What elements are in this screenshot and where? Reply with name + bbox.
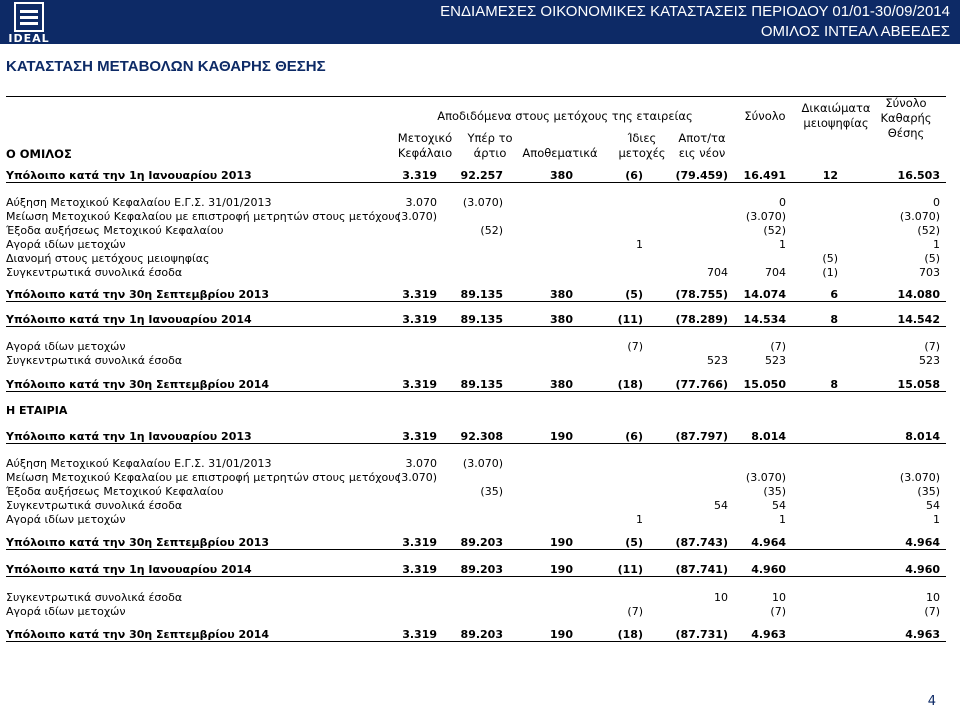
row-label: Έξοδα αυξήσεως Μετοχικού Κεφαλαίου (6, 224, 224, 237)
row-value: (5) (625, 536, 643, 549)
col-reserves: Αποθεματικά (522, 146, 598, 160)
row-value: 4.960 (905, 563, 940, 576)
row-label: Μείωση Μετοχικού Κεφαλαίου με επιστροφή μετρητών στους μετόχους (6, 471, 402, 484)
row-value: (11) (617, 313, 643, 326)
row-rule (6, 182, 946, 183)
report-period-title: ΕΝΔΙΑΜΕΣΕΣ ΟΙΚΟΝΟΜΙΚΕΣ ΚΑΤΑΣΤΑΣΕΙΣ ΠΕΡΙΟΔΟΥ 01/01-30/09/2014 (440, 3, 950, 20)
row-label: Συγκεντρωτικά συνολικά έσοδα (6, 354, 183, 367)
row-value: (18) (617, 378, 643, 391)
row-label: Υπόλοιπο κατά την 1η Ιανουαρίου 2014 (6, 313, 252, 326)
row-label: Αύξηση Μετοχικού Κεφαλαίου Ε.Γ.Σ. 31/01/2013 (6, 196, 272, 209)
row-value: (5) (924, 252, 940, 265)
row-value: 1 (636, 513, 643, 526)
row-value: 1 (636, 238, 643, 251)
row-value: (87.741) (675, 563, 728, 576)
row-value: (77.766) (675, 378, 728, 391)
row-value: 8 (830, 313, 838, 326)
row-value: 10 (714, 591, 728, 604)
row-value: 523 (919, 354, 940, 367)
col-share-capital-l1: Μετοχικό (397, 131, 453, 145)
row-value: 10 (926, 591, 940, 604)
row-value: 3.319 (402, 288, 437, 301)
row-value: (3.070) (396, 210, 437, 223)
row-label: Συγκεντρωτικά συνολικά έσοδα (6, 499, 183, 512)
row-value: (6) (625, 430, 643, 443)
row-label: Αύξηση Μετοχικού Κεφαλαίου Ε.Γ.Σ. 31/01/2013 (6, 457, 272, 470)
row-value: 54 (772, 499, 786, 512)
row-rule (6, 641, 946, 642)
row-label: Συγκεντρωτικά συνολικά έσοδα (6, 266, 183, 279)
row-value: (3.070) (462, 457, 503, 470)
row-value: (3.070) (745, 210, 786, 223)
row-value: (7) (770, 605, 786, 618)
row-value: 89.135 (460, 378, 503, 391)
row-value: 8.014 (905, 430, 940, 443)
row-value: 523 (707, 354, 728, 367)
col-share-premium-l1: Υπέρ το (467, 131, 513, 145)
row-rule (6, 326, 946, 327)
row-value: 0 (779, 196, 786, 209)
row-value: 1 (933, 513, 940, 526)
row-value: (7) (924, 340, 940, 353)
row-value: 4.964 (905, 536, 940, 549)
row-value: (5) (822, 252, 838, 265)
row-value: 704 (707, 266, 728, 279)
row-label: Έξοδα αυξήσεως Μετοχικού Κεφαλαίου (6, 485, 224, 498)
row-rule (6, 576, 946, 577)
row-value: (35) (480, 485, 503, 498)
row-value: 190 (550, 536, 573, 549)
row-value: (52) (480, 224, 503, 237)
group-section-label: Ο ΟΜΙΛΟΣ (6, 147, 72, 161)
col-treasury-l2: μετοχές (618, 146, 666, 160)
row-value: 190 (550, 430, 573, 443)
row-value: 4.963 (905, 628, 940, 641)
row-value: (35) (763, 485, 786, 498)
row-value: 3.319 (402, 313, 437, 326)
row-value: 703 (919, 266, 940, 279)
col-total-equity-l3: Θέσης (887, 126, 925, 140)
row-value: 89.203 (460, 563, 503, 576)
row-label: Υπόλοιπο κατά την 1η Ιανουαρίου 2013 (6, 169, 252, 182)
row-value: 14.074 (743, 288, 786, 301)
table-top-rule (6, 96, 946, 97)
row-value: (7) (770, 340, 786, 353)
row-value: (18) (617, 628, 643, 641)
row-value: 92.308 (460, 430, 503, 443)
row-label: Υπόλοιπο κατά την 30η Σεπτεμβρίου 2013 (6, 288, 270, 301)
page-number: 4 (927, 694, 936, 709)
row-value: 54 (714, 499, 728, 512)
row-value: (79.459) (675, 169, 728, 182)
col-retained-l2: εις νέον (678, 146, 726, 160)
row-value: 16.491 (743, 169, 786, 182)
row-value: 380 (550, 288, 573, 301)
row-value: (3.070) (899, 210, 940, 223)
row-value: 15.050 (743, 378, 786, 391)
row-value: 3.070 (405, 457, 437, 470)
row-value: 3.070 (405, 196, 437, 209)
col-retained (662, 131, 742, 161)
row-value: (52) (917, 224, 940, 237)
row-value: 89.203 (460, 536, 503, 549)
row-value: 89.203 (460, 628, 503, 641)
row-value: 3.319 (402, 628, 437, 641)
row-label: Αγορά ιδίων μετοχών (6, 513, 126, 526)
row-value: (87.731) (675, 628, 728, 641)
row-value: 6 (830, 288, 838, 301)
row-value: 10 (772, 591, 786, 604)
row-value: (52) (763, 224, 786, 237)
row-rule (6, 443, 946, 444)
row-rule (6, 549, 946, 550)
row-value: 380 (550, 378, 573, 391)
row-value: 14.080 (897, 288, 940, 301)
row-value: 1 (779, 238, 786, 251)
col-treasury-l1: Ίδιες (627, 131, 657, 145)
row-value: 4.964 (751, 536, 786, 549)
row-label: Υπόλοιπο κατά την 30η Σεπτεμβρίου 2014 (6, 628, 270, 641)
row-value: 89.135 (460, 288, 503, 301)
row-value: (3.070) (745, 471, 786, 484)
row-value: 190 (550, 628, 573, 641)
col-share-capital-l2: Κεφάλαιο (397, 146, 453, 160)
row-value: 14.542 (897, 313, 940, 326)
row-label: Υπόλοιπο κατά την 30η Σεπτεμβρίου 2013 (6, 536, 270, 549)
row-value: 190 (550, 563, 573, 576)
col-minority-l1: Δικαιώματα (801, 101, 871, 115)
row-value: 16.503 (897, 169, 940, 182)
row-value: 0 (933, 196, 940, 209)
row-label: Υπόλοιπο κατά την 1η Ιανουαρίου 2013 (6, 430, 252, 443)
row-value: (6) (625, 169, 643, 182)
row-value: (3.070) (396, 471, 437, 484)
row-value: 92.257 (460, 169, 503, 182)
row-value: 3.319 (402, 536, 437, 549)
row-label: Η ΕΤΑΙΡΙΑ (6, 404, 68, 417)
row-value: (7) (924, 605, 940, 618)
row-value: (87.743) (675, 536, 728, 549)
row-value: 89.135 (460, 313, 503, 326)
row-value: (78.755) (675, 288, 728, 301)
row-label: Υπόλοιπο κατά την 1η Ιανουαρίου 2014 (6, 563, 252, 576)
row-value: 380 (550, 169, 573, 182)
attributable-header: Αποδιδόμενα στους μετόχους της εταιρείας (437, 109, 693, 123)
row-value: (1) (822, 266, 838, 279)
row-value: 3.319 (402, 378, 437, 391)
row-label: Μείωση Μετοχικού Κεφαλαίου με επιστροφή μετρητών στους μετόχους (6, 210, 402, 223)
row-value: (3.070) (462, 196, 503, 209)
row-value: 3.319 (402, 563, 437, 576)
row-value: 8 (830, 378, 838, 391)
logo-mark-icon (14, 2, 44, 32)
row-value: 12 (822, 169, 838, 182)
ideal-logo (6, 2, 52, 45)
row-value: 3.319 (402, 169, 437, 182)
logo-text: IDEAL (8, 32, 50, 45)
row-value: 1 (933, 238, 940, 251)
row-value: (11) (617, 563, 643, 576)
row-value: 380 (550, 313, 573, 326)
row-value: 15.058 (897, 378, 940, 391)
row-value: 1 (779, 513, 786, 526)
row-value: (35) (917, 485, 940, 498)
row-value: (78.289) (675, 313, 728, 326)
row-value: (3.070) (899, 471, 940, 484)
row-value: (7) (627, 340, 643, 353)
row-value: 523 (765, 354, 786, 367)
col-total-equity-l1: Σύνολο (885, 96, 927, 110)
row-label: Αγορά ιδίων μετοχών (6, 605, 126, 618)
row-label: Αγορά ιδίων μετοχών (6, 238, 126, 251)
row-label: Συγκεντρωτικά συνολικά έσοδα (6, 591, 183, 604)
row-value: (5) (625, 288, 643, 301)
row-value: 4.960 (751, 563, 786, 576)
row-label: Διανομή στους μετόχους μειοψηφίας (6, 252, 210, 265)
col-total: Σύνολο (744, 109, 786, 123)
row-value: 3.319 (402, 430, 437, 443)
col-minority-l2: μειοψηφίας (803, 116, 869, 130)
col-total-equity (866, 96, 946, 141)
row-value: 14.534 (743, 313, 786, 326)
row-label: Αγορά ιδίων μετοχών (6, 340, 126, 353)
row-label: Υπόλοιπο κατά την 30η Σεπτεμβρίου 2014 (6, 378, 270, 391)
row-rule (6, 301, 946, 302)
row-value: 704 (765, 266, 786, 279)
row-value: 54 (926, 499, 940, 512)
col-share-premium-l2: άρτιο (473, 146, 507, 160)
row-value: 8.014 (751, 430, 786, 443)
row-value: (7) (627, 605, 643, 618)
row-value: (87.797) (675, 430, 728, 443)
col-total-equity-l2: Καθαρής (880, 111, 932, 125)
row-rule (6, 391, 946, 392)
page-title: ΚΑΤΑΣΤΑΣΗ ΜΕΤΑΒΟΛΩΝ ΚΑΘΑΡΗΣ ΘΕΣΗΣ (6, 58, 326, 75)
col-retained-l1: Αποτ/τα (678, 131, 726, 145)
company-name: ΟΜΙΛΟΣ ΙΝΤΕΑΛ ΑΒΕΕΔΕΣ (760, 23, 950, 40)
row-value: 4.963 (751, 628, 786, 641)
header-banner (0, 0, 960, 44)
